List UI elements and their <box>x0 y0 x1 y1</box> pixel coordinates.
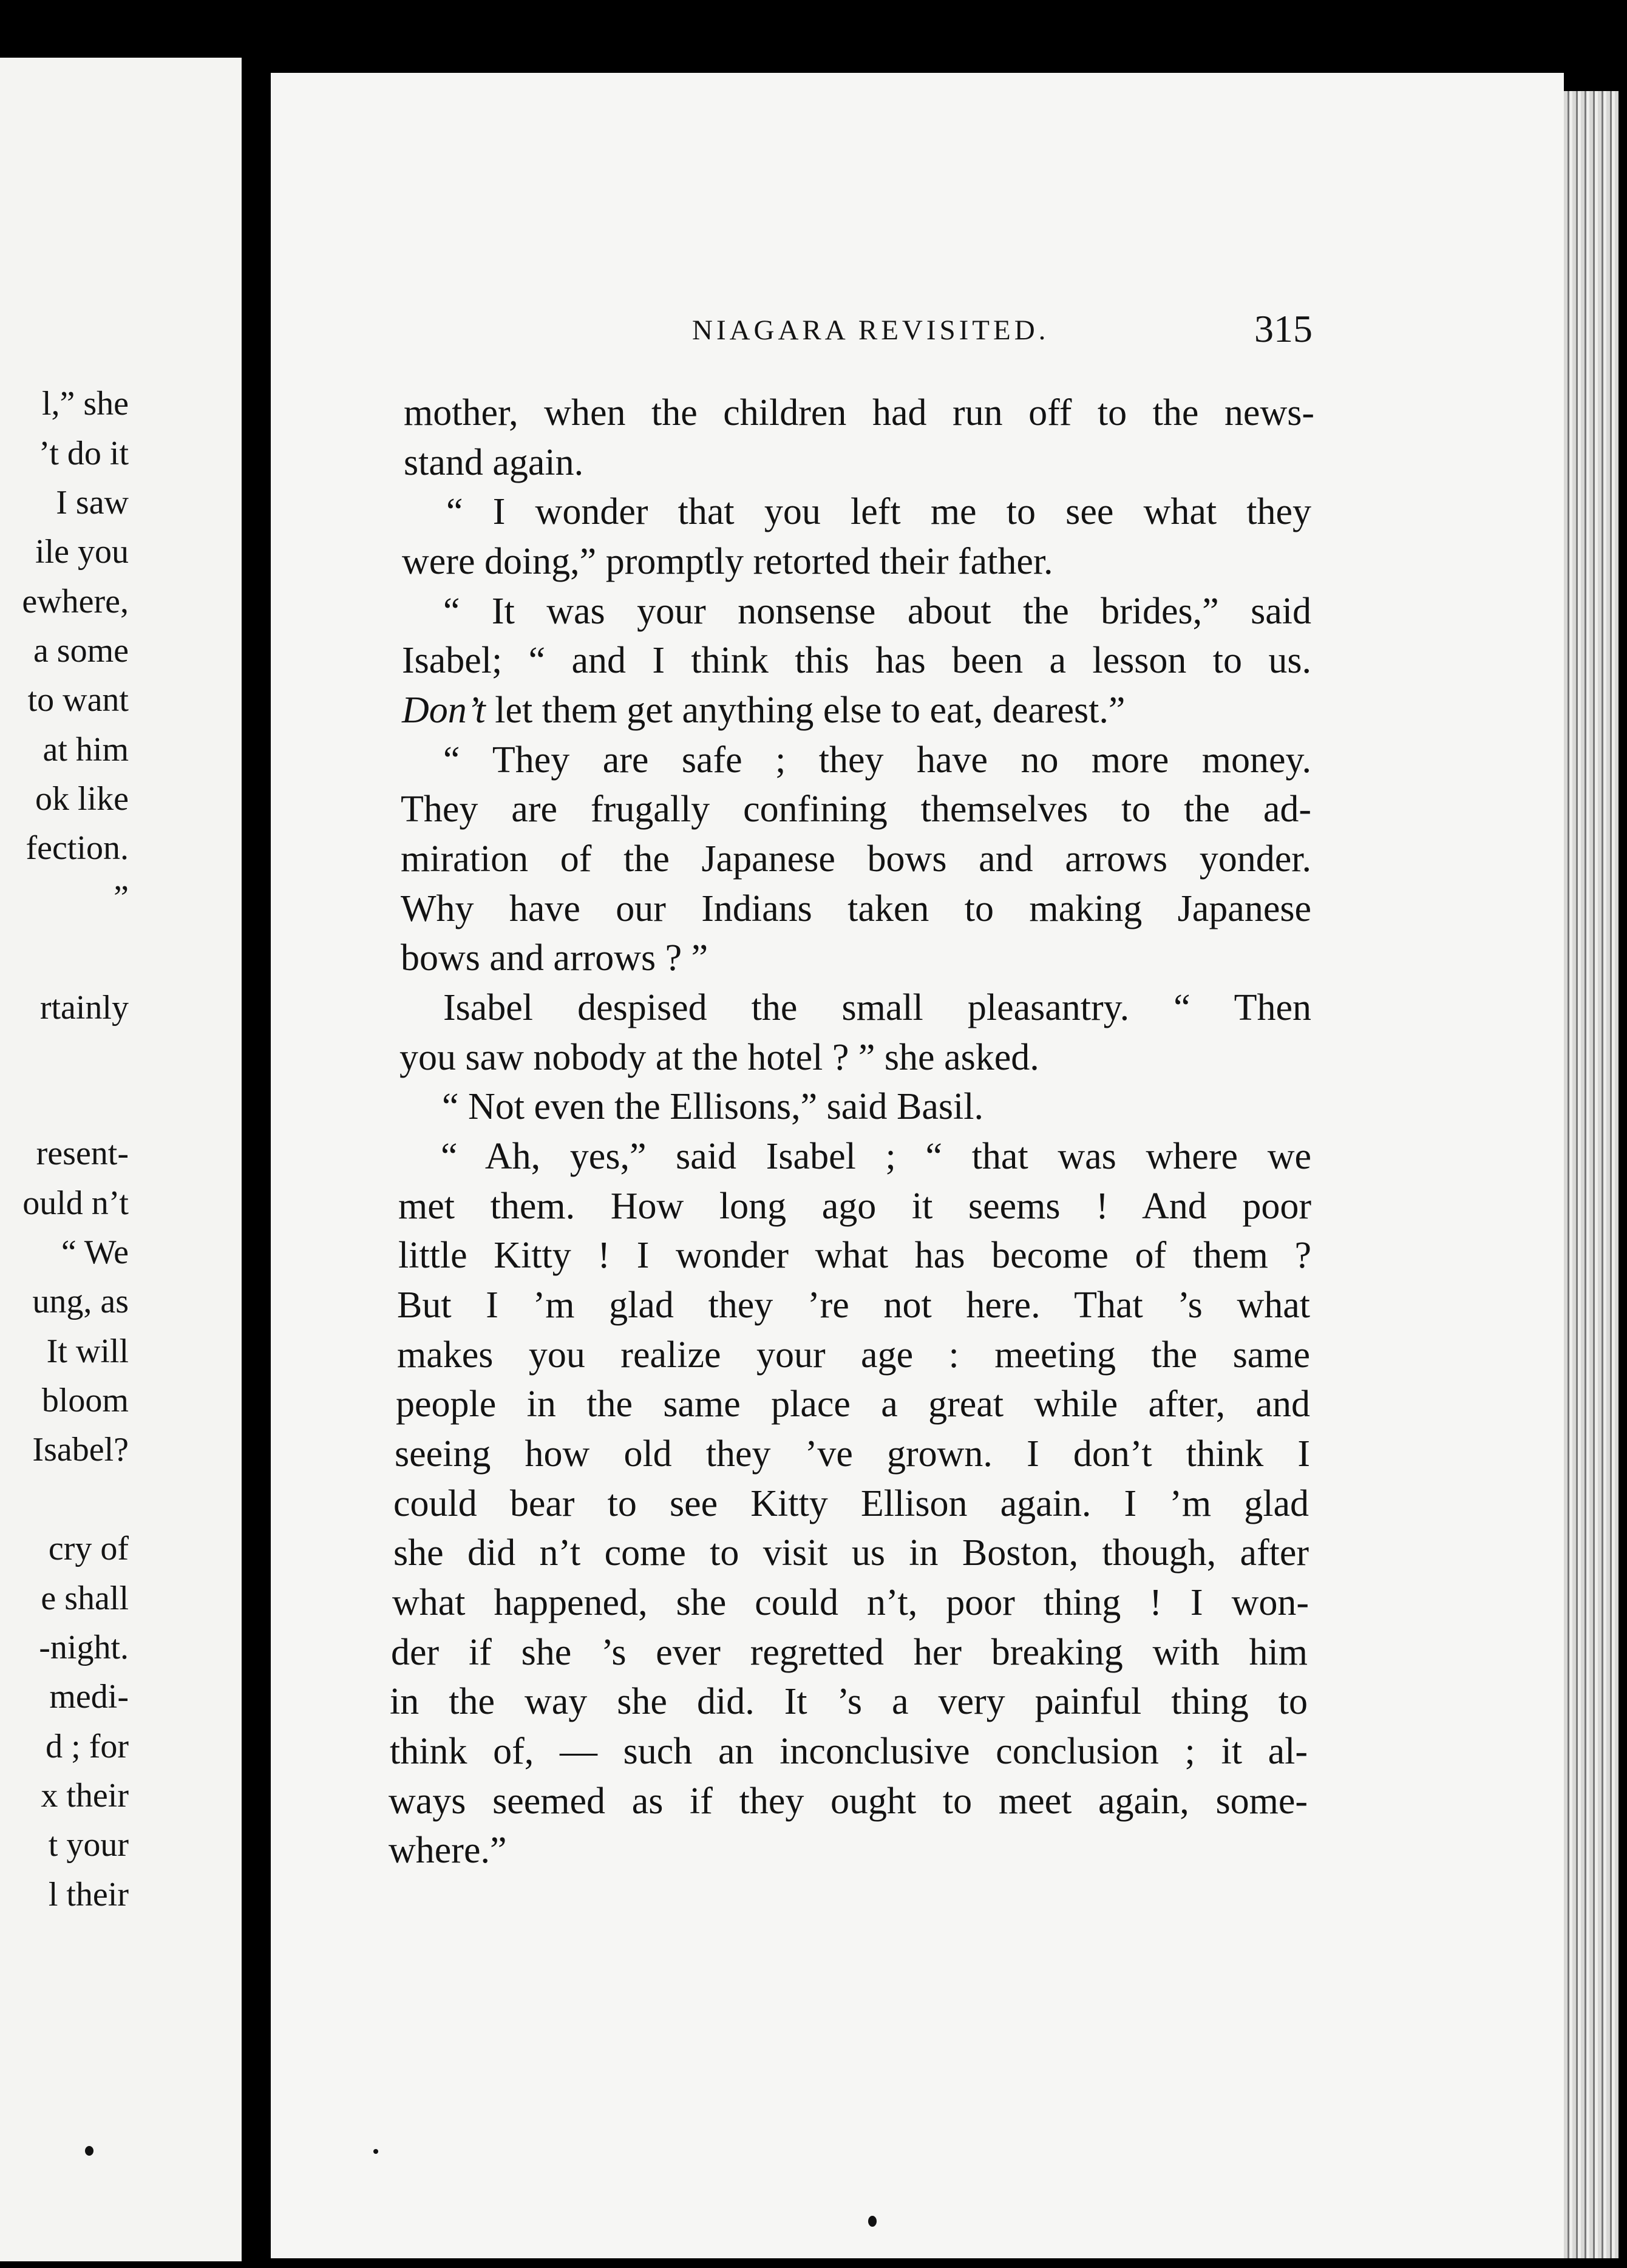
text-line: ways seemed as if they ought to meet again, some- <box>389 1781 1308 1822</box>
text-line: mother, when the children had run off to the news- <box>404 392 1314 433</box>
ink-speck <box>373 2149 378 2154</box>
italic-word: Don’t <box>402 690 486 731</box>
text-line: “ I wonder that you left me to see what they <box>446 491 1311 532</box>
left-page-fragment: It will <box>46 1333 129 1370</box>
left-page-fragment: rtainly <box>39 989 129 1027</box>
left-page-fragment: d ; for <box>46 1728 129 1765</box>
text-line: met them. How long ago it seems ! And poor <box>398 1186 1311 1227</box>
left-page-fragment: ” <box>114 879 129 917</box>
text-line: where.” <box>389 1830 507 1871</box>
text-line: she did n’t come to visit us in Boston, though, after <box>393 1532 1309 1574</box>
left-page-fragment: t your <box>48 1826 129 1864</box>
left-page-fragment: l,” she <box>41 385 129 423</box>
left-facing-page <box>0 58 243 2261</box>
text-line: They are frugally confining themselves to the ad- <box>401 789 1311 830</box>
ink-speck <box>868 2216 877 2227</box>
left-page-fragment: Isabel? <box>32 1431 129 1468</box>
text-line: people in the same place a great while after, and <box>396 1384 1310 1425</box>
text-line-rest: let them get anything else to eat, dearest.” <box>495 690 1126 731</box>
left-page-fragment: ung, as <box>32 1283 129 1320</box>
text-line: Why have our Indians taken to making Japanese <box>401 888 1311 929</box>
text-line: think of, — such an inconclusive conclusion ; it al- <box>390 1731 1308 1772</box>
left-page-fragment: ould n’t <box>22 1184 129 1222</box>
text-line: you saw nobody at the hotel ? ” she asked. <box>399 1037 1039 1078</box>
page-edges <box>1564 91 1619 2258</box>
left-page-fragment: at him <box>42 731 129 769</box>
text-line: “ Ah, yes,” said Isabel ; “ that was where we <box>441 1136 1311 1177</box>
text-line: But I ’m glad they ’re not here. That ’s what <box>397 1285 1310 1326</box>
left-page-fragment: a some <box>33 632 129 670</box>
left-page-fragment: x their <box>41 1777 129 1815</box>
text-line: miration of the Japanese bows and arrows yonder. <box>401 838 1311 880</box>
text-line: were doing,” promptly retorted their father. <box>402 541 1053 582</box>
text-line: in the way she did. It ’s a very painful thing to <box>390 1681 1308 1722</box>
left-page-fragment: resent- <box>36 1135 129 1172</box>
text-line: seeing how old they ’ve grown. I don’t think I <box>395 1433 1310 1475</box>
text-line: “ Not even the Ellisons,” said Basil. <box>442 1086 983 1127</box>
text-line: could bear to see Kitty Ellison again. I ’m glad <box>393 1483 1309 1524</box>
text-line <box>402 689 1125 732</box>
text-line: Isabel despised the small pleasantry. “ Then <box>443 987 1311 1028</box>
left-page-fragment: ok like <box>35 780 129 818</box>
left-page-fragment: ewhere, <box>22 583 129 620</box>
page-number: 315 <box>1254 307 1313 350</box>
text-line: “ They are safe ; they have no more money. <box>443 739 1311 781</box>
text-line: bows and arrows ? ” <box>401 937 708 979</box>
left-page-fragment: medi- <box>49 1678 129 1716</box>
text-line: der if she ’s ever regretted her breaking with him <box>391 1632 1308 1673</box>
book-gutter <box>242 58 271 2261</box>
left-page-fragment: -night. <box>39 1629 129 1666</box>
left-page-fragment: ’t do it <box>38 435 129 472</box>
text-line: little Kitty ! I wonder what has become of them ? <box>398 1235 1311 1276</box>
left-page-fragment: bloom <box>41 1382 129 1419</box>
left-page-fragment: to want <box>27 681 129 719</box>
text-line: Isabel; “ and I think this has been a lesson to us. <box>402 640 1311 681</box>
left-page-fragment: l their <box>48 1876 129 1913</box>
text-line: “ It was your nonsense about the brides,” said <box>443 591 1311 632</box>
left-page-fragment: I saw <box>56 484 129 521</box>
left-page-fragment: e shall <box>41 1580 129 1617</box>
text-line: what happened, she could n’t, poor thing ! I won- <box>392 1582 1309 1623</box>
running-title: NIAGARA REVISITED. <box>692 314 1050 346</box>
left-page-fragment: “ We <box>61 1234 129 1271</box>
left-page-fragment: cry of <box>48 1530 129 1567</box>
text-line: stand again. <box>404 442 584 483</box>
left-page-fragment: fection. <box>25 829 129 867</box>
text-line: makes you realize your age : meeting the same <box>397 1334 1310 1376</box>
ink-speck <box>85 2146 93 2156</box>
left-page-fragment: ile you <box>35 533 129 571</box>
